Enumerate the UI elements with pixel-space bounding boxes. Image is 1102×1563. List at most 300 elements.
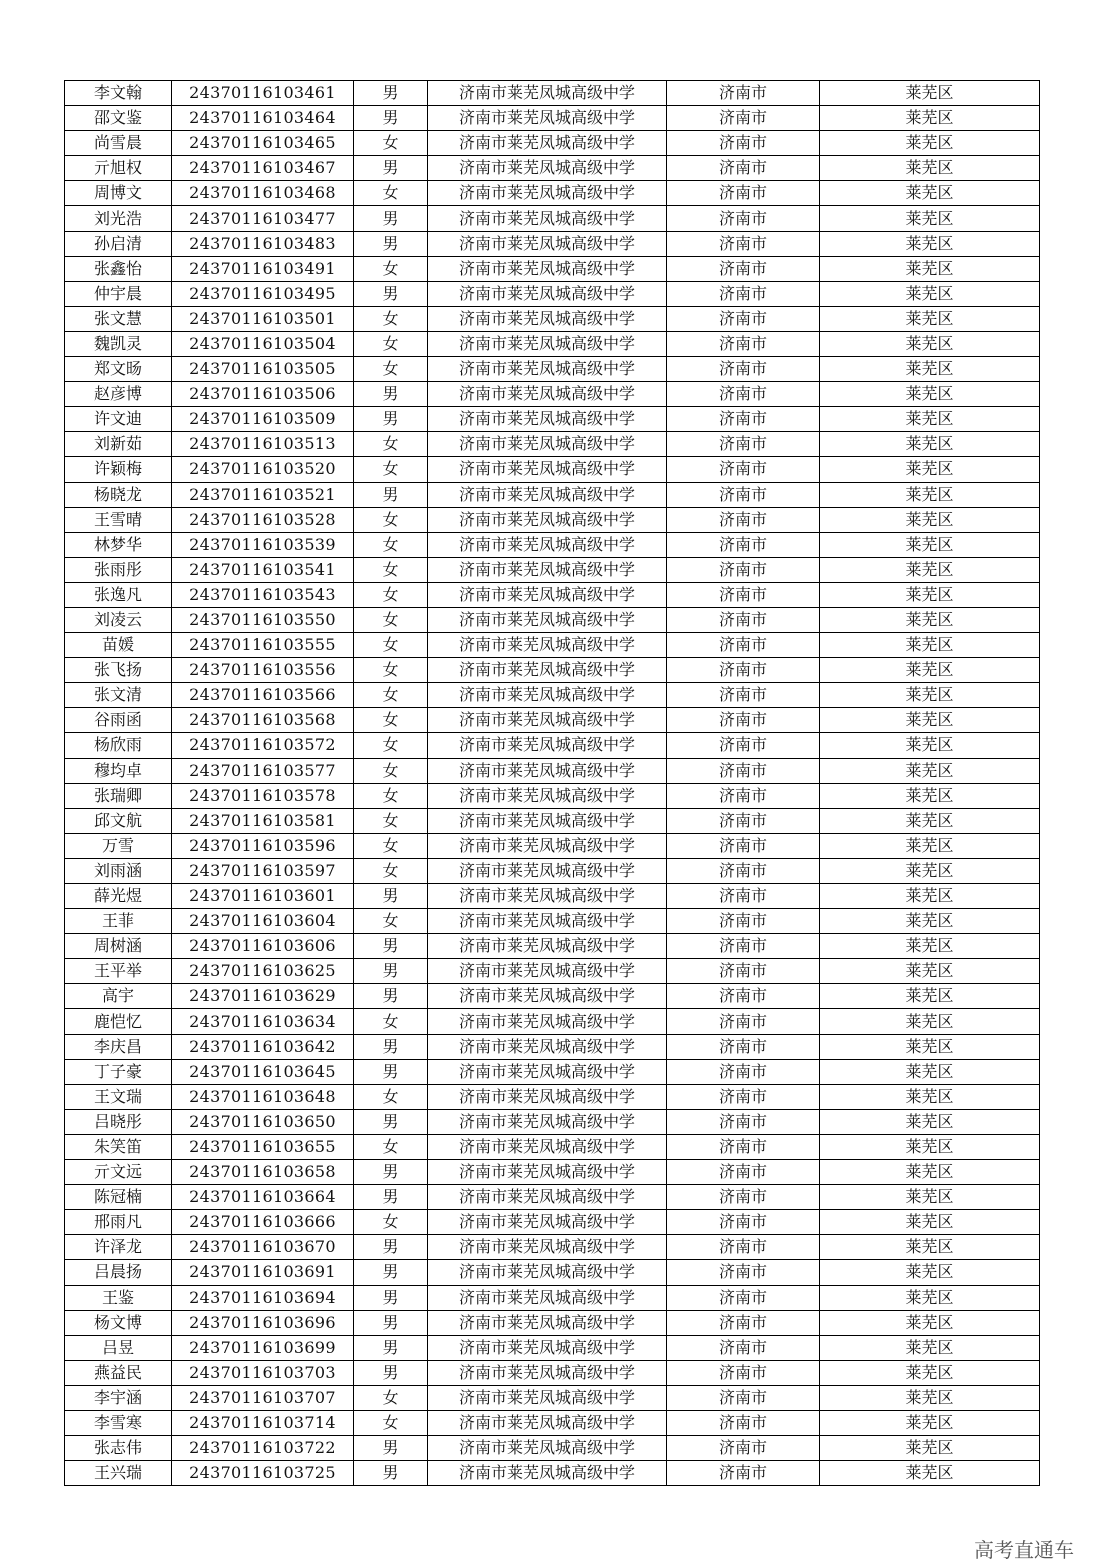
school-cell: 济南市莱芜凤城高级中学 <box>428 281 667 306</box>
city-cell: 济南市 <box>667 783 820 808</box>
gender-cell: 男 <box>354 1285 428 1310</box>
exam-id-cell: 24370116103468 <box>172 181 354 206</box>
table-row <box>65 1260 1040 1285</box>
district-cell: 莱芜区 <box>820 382 1040 407</box>
district-cell: 莱芜区 <box>820 658 1040 683</box>
name-cell: 许文迪 <box>65 407 172 432</box>
gender-cell: 女 <box>354 432 428 457</box>
name-cell: 李雪寒 <box>65 1410 172 1435</box>
city-cell: 济南市 <box>667 1134 820 1159</box>
exam-id-cell: 24370116103491 <box>172 256 354 281</box>
table-body <box>65 81 1040 1486</box>
district-cell: 莱芜区 <box>820 1109 1040 1134</box>
exam-id-cell: 24370116103505 <box>172 357 354 382</box>
table-row <box>65 482 1040 507</box>
name-cell: 亓旭权 <box>65 156 172 181</box>
gender-cell: 女 <box>354 658 428 683</box>
exam-id-cell: 24370116103699 <box>172 1335 354 1360</box>
exam-id-cell: 24370116103495 <box>172 281 354 306</box>
gender-cell: 女 <box>354 256 428 281</box>
school-cell: 济南市莱芜凤城高级中学 <box>428 1310 667 1335</box>
exam-id-cell: 24370116103572 <box>172 733 354 758</box>
district-cell: 莱芜区 <box>820 1310 1040 1335</box>
city-cell: 济南市 <box>667 1385 820 1410</box>
district-cell: 莱芜区 <box>820 1160 1040 1185</box>
gender-cell: 女 <box>354 1385 428 1410</box>
table-row <box>65 382 1040 407</box>
table-row <box>65 1410 1040 1435</box>
table-row <box>65 984 1040 1009</box>
district-cell: 莱芜区 <box>820 733 1040 758</box>
city-cell: 济南市 <box>667 1285 820 1310</box>
name-cell: 林梦华 <box>65 532 172 557</box>
name-cell: 张雨彤 <box>65 557 172 582</box>
district-cell: 莱芜区 <box>820 959 1040 984</box>
school-cell: 济南市莱芜凤城高级中学 <box>428 181 667 206</box>
gender-cell: 男 <box>354 1335 428 1360</box>
exam-id-cell: 24370116103666 <box>172 1210 354 1235</box>
student-list-table <box>64 80 1040 1486</box>
table-row <box>65 1084 1040 1109</box>
school-cell: 济南市莱芜凤城高级中学 <box>428 81 667 106</box>
school-cell: 济南市莱芜凤城高级中学 <box>428 984 667 1009</box>
table-row <box>65 156 1040 181</box>
school-cell: 济南市莱芜凤城高级中学 <box>428 457 667 482</box>
table-row <box>65 532 1040 557</box>
gender-cell: 男 <box>354 407 428 432</box>
table-row <box>65 1134 1040 1159</box>
exam-id-cell: 24370116103722 <box>172 1436 354 1461</box>
exam-id-cell: 24370116103464 <box>172 106 354 131</box>
school-cell: 济南市莱芜凤城高级中学 <box>428 357 667 382</box>
exam-id-cell: 24370116103550 <box>172 607 354 632</box>
exam-id-cell: 24370116103513 <box>172 432 354 457</box>
exam-id-cell: 24370116103528 <box>172 507 354 532</box>
gender-cell: 男 <box>354 1461 428 1486</box>
table-row <box>65 1360 1040 1385</box>
name-cell: 刘雨涵 <box>65 858 172 883</box>
city-cell: 济南市 <box>667 131 820 156</box>
gender-cell: 男 <box>354 1310 428 1335</box>
table-row <box>65 1160 1040 1185</box>
gender-cell: 女 <box>354 181 428 206</box>
city-cell: 济南市 <box>667 557 820 582</box>
gender-cell: 女 <box>354 1210 428 1235</box>
exam-id-cell: 24370116103694 <box>172 1285 354 1310</box>
table-row <box>65 582 1040 607</box>
exam-id-cell: 24370116103670 <box>172 1235 354 1260</box>
district-cell: 莱芜区 <box>820 633 1040 658</box>
table-row <box>65 1009 1040 1034</box>
exam-id-cell: 24370116103541 <box>172 557 354 582</box>
name-cell: 苗媛 <box>65 633 172 658</box>
gender-cell: 女 <box>354 758 428 783</box>
school-cell: 济南市莱芜凤城高级中学 <box>428 557 667 582</box>
school-cell: 济南市莱芜凤城高级中学 <box>428 607 667 632</box>
exam-id-cell: 24370116103664 <box>172 1185 354 1210</box>
city-cell: 济南市 <box>667 1260 820 1285</box>
school-cell: 济南市莱芜凤城高级中学 <box>428 959 667 984</box>
name-cell: 邵文鉴 <box>65 106 172 131</box>
name-cell: 周树涵 <box>65 934 172 959</box>
exam-id-cell: 24370116103696 <box>172 1310 354 1335</box>
district-cell: 莱芜区 <box>820 231 1040 256</box>
school-cell: 济南市莱芜凤城高级中学 <box>428 306 667 331</box>
city-cell: 济南市 <box>667 808 820 833</box>
city-cell: 济南市 <box>667 457 820 482</box>
district-cell: 莱芜区 <box>820 708 1040 733</box>
city-cell: 济南市 <box>667 658 820 683</box>
school-cell: 济南市莱芜凤城高级中学 <box>428 532 667 557</box>
district-cell: 莱芜区 <box>820 683 1040 708</box>
district-cell: 莱芜区 <box>820 331 1040 356</box>
school-cell: 济南市莱芜凤城高级中学 <box>428 858 667 883</box>
city-cell: 济南市 <box>667 1235 820 1260</box>
name-cell: 王兴瑞 <box>65 1461 172 1486</box>
city-cell: 济南市 <box>667 858 820 883</box>
city-cell: 济南市 <box>667 181 820 206</box>
gender-cell: 女 <box>354 1084 428 1109</box>
exam-id-cell: 24370116103703 <box>172 1360 354 1385</box>
gender-cell: 男 <box>354 1260 428 1285</box>
district-cell: 莱芜区 <box>820 884 1040 909</box>
table-row <box>65 231 1040 256</box>
city-cell: 济南市 <box>667 432 820 457</box>
district-cell: 莱芜区 <box>820 357 1040 382</box>
gender-cell: 男 <box>354 1034 428 1059</box>
district-cell: 莱芜区 <box>820 256 1040 281</box>
gender-cell: 男 <box>354 959 428 984</box>
school-cell: 济南市莱芜凤城高级中学 <box>428 658 667 683</box>
school-cell: 济南市莱芜凤城高级中学 <box>428 1084 667 1109</box>
school-cell: 济南市莱芜凤城高级中学 <box>428 1059 667 1084</box>
name-cell: 张鑫怡 <box>65 256 172 281</box>
school-cell: 济南市莱芜凤城高级中学 <box>428 231 667 256</box>
school-cell: 济南市莱芜凤城高级中学 <box>428 783 667 808</box>
name-cell: 郑文旸 <box>65 357 172 382</box>
exam-id-cell: 24370116103578 <box>172 783 354 808</box>
city-cell: 济南市 <box>667 582 820 607</box>
table-row <box>65 633 1040 658</box>
city-cell: 济南市 <box>667 934 820 959</box>
school-cell: 济南市莱芜凤城高级中学 <box>428 708 667 733</box>
school-cell: 济南市莱芜凤城高级中学 <box>428 1009 667 1034</box>
gender-cell: 男 <box>354 884 428 909</box>
name-cell: 仲宇晨 <box>65 281 172 306</box>
city-cell: 济南市 <box>667 1410 820 1435</box>
table-row <box>65 783 1040 808</box>
name-cell: 王雪晴 <box>65 507 172 532</box>
table-row <box>65 357 1040 382</box>
exam-id-cell: 24370116103543 <box>172 582 354 607</box>
city-cell: 济南市 <box>667 1009 820 1034</box>
city-cell: 济南市 <box>667 256 820 281</box>
city-cell: 济南市 <box>667 1185 820 1210</box>
district-cell: 莱芜区 <box>820 1134 1040 1159</box>
name-cell: 李庆昌 <box>65 1034 172 1059</box>
city-cell: 济南市 <box>667 1335 820 1360</box>
exam-id-cell: 24370116103707 <box>172 1385 354 1410</box>
district-cell: 莱芜区 <box>820 1335 1040 1360</box>
exam-id-cell: 24370116103650 <box>172 1109 354 1134</box>
table-row <box>65 106 1040 131</box>
city-cell: 济南市 <box>667 331 820 356</box>
table-row <box>65 1385 1040 1410</box>
district-cell: 莱芜区 <box>820 858 1040 883</box>
city-cell: 济南市 <box>667 683 820 708</box>
table-row <box>65 708 1040 733</box>
exam-id-cell: 24370116103658 <box>172 1160 354 1185</box>
name-cell: 赵彦博 <box>65 382 172 407</box>
table-row <box>65 1109 1040 1134</box>
district-cell: 莱芜区 <box>820 758 1040 783</box>
table-row <box>65 758 1040 783</box>
school-cell: 济南市莱芜凤城高级中学 <box>428 1134 667 1159</box>
district-cell: 莱芜区 <box>820 1260 1040 1285</box>
exam-id-cell: 24370116103645 <box>172 1059 354 1084</box>
name-cell: 许颖梅 <box>65 457 172 482</box>
exam-id-cell: 24370116103504 <box>172 331 354 356</box>
name-cell: 张文慧 <box>65 306 172 331</box>
school-cell: 济南市莱芜凤城高级中学 <box>428 156 667 181</box>
school-cell: 济南市莱芜凤城高级中学 <box>428 582 667 607</box>
table-row <box>65 909 1040 934</box>
district-cell: 莱芜区 <box>820 482 1040 507</box>
table-row <box>65 331 1040 356</box>
name-cell: 吕昱 <box>65 1335 172 1360</box>
city-cell: 济南市 <box>667 1084 820 1109</box>
school-cell: 济南市莱芜凤城高级中学 <box>428 1235 667 1260</box>
gender-cell: 女 <box>354 1410 428 1435</box>
gender-cell: 男 <box>354 206 428 231</box>
gender-cell: 女 <box>354 607 428 632</box>
exam-id-cell: 24370116103606 <box>172 934 354 959</box>
city-cell: 济南市 <box>667 1436 820 1461</box>
district-cell: 莱芜区 <box>820 607 1040 632</box>
gender-cell: 女 <box>354 808 428 833</box>
exam-id-cell: 24370116103566 <box>172 683 354 708</box>
name-cell: 谷雨函 <box>65 708 172 733</box>
district-cell: 莱芜区 <box>820 1210 1040 1235</box>
table-row <box>65 1461 1040 1486</box>
school-cell: 济南市莱芜凤城高级中学 <box>428 507 667 532</box>
school-cell: 济南市莱芜凤城高级中学 <box>428 1285 667 1310</box>
district-cell: 莱芜区 <box>820 407 1040 432</box>
city-cell: 济南市 <box>667 1034 820 1059</box>
exam-id-cell: 24370116103555 <box>172 633 354 658</box>
city-cell: 济南市 <box>667 206 820 231</box>
school-cell: 济南市莱芜凤城高级中学 <box>428 256 667 281</box>
city-cell: 济南市 <box>667 984 820 1009</box>
city-cell: 济南市 <box>667 1360 820 1385</box>
district-cell: 莱芜区 <box>820 1436 1040 1461</box>
table-row <box>65 432 1040 457</box>
name-cell: 刘凌云 <box>65 607 172 632</box>
table-row <box>65 407 1040 432</box>
exam-id-cell: 24370116103483 <box>172 231 354 256</box>
gender-cell: 女 <box>354 331 428 356</box>
district-cell: 莱芜区 <box>820 532 1040 557</box>
name-cell: 吕晨扬 <box>65 1260 172 1285</box>
name-cell: 王文瑞 <box>65 1084 172 1109</box>
name-cell: 魏凯灵 <box>65 331 172 356</box>
city-cell: 济南市 <box>667 281 820 306</box>
exam-id-cell: 24370116103461 <box>172 81 354 106</box>
exam-id-cell: 24370116103577 <box>172 758 354 783</box>
school-cell: 济南市莱芜凤城高级中学 <box>428 1436 667 1461</box>
school-cell: 济南市莱芜凤城高级中学 <box>428 633 667 658</box>
district-cell: 莱芜区 <box>820 1185 1040 1210</box>
name-cell: 杨欣雨 <box>65 733 172 758</box>
name-cell: 吕晓彤 <box>65 1109 172 1134</box>
school-cell: 济南市莱芜凤城高级中学 <box>428 1185 667 1210</box>
watermark-text: 高考直通车 <box>974 1538 1074 1562</box>
city-cell: 济南市 <box>667 1160 820 1185</box>
district-cell: 莱芜区 <box>820 984 1040 1009</box>
name-cell: 张文清 <box>65 683 172 708</box>
name-cell: 李宇涵 <box>65 1385 172 1410</box>
gender-cell: 男 <box>354 1436 428 1461</box>
table-row <box>65 1436 1040 1461</box>
table-row <box>65 683 1040 708</box>
district-cell: 莱芜区 <box>820 833 1040 858</box>
table-row <box>65 1210 1040 1235</box>
district-cell: 莱芜区 <box>820 1034 1040 1059</box>
exam-id-cell: 24370116103506 <box>172 382 354 407</box>
gender-cell: 男 <box>354 281 428 306</box>
district-cell: 莱芜区 <box>820 1360 1040 1385</box>
table-row <box>65 507 1040 532</box>
table-row <box>65 808 1040 833</box>
table-row <box>65 281 1040 306</box>
school-cell: 济南市莱芜凤城高级中学 <box>428 106 667 131</box>
city-cell: 济南市 <box>667 507 820 532</box>
school-cell: 济南市莱芜凤城高级中学 <box>428 934 667 959</box>
table-row <box>65 81 1040 106</box>
city-cell: 济南市 <box>667 306 820 331</box>
name-cell: 亓文远 <box>65 1160 172 1185</box>
name-cell: 尚雪晨 <box>65 131 172 156</box>
table-row <box>65 884 1040 909</box>
school-cell: 济南市莱芜凤城高级中学 <box>428 683 667 708</box>
school-cell: 济南市莱芜凤城高级中学 <box>428 1360 667 1385</box>
city-cell: 济南市 <box>667 357 820 382</box>
district-cell: 莱芜区 <box>820 206 1040 231</box>
school-cell: 济南市莱芜凤城高级中学 <box>428 131 667 156</box>
name-cell: 朱笑笛 <box>65 1134 172 1159</box>
gender-cell: 女 <box>354 783 428 808</box>
table-row <box>65 1335 1040 1360</box>
exam-id-cell: 24370116103655 <box>172 1134 354 1159</box>
gender-cell: 女 <box>354 507 428 532</box>
table-row <box>65 1059 1040 1084</box>
exam-id-cell: 24370116103521 <box>172 482 354 507</box>
city-cell: 济南市 <box>667 106 820 131</box>
table-row <box>65 658 1040 683</box>
gender-cell: 女 <box>354 708 428 733</box>
district-cell: 莱芜区 <box>820 507 1040 532</box>
gender-cell: 女 <box>354 306 428 331</box>
gender-cell: 男 <box>354 156 428 181</box>
name-cell: 万雪 <box>65 833 172 858</box>
district-cell: 莱芜区 <box>820 934 1040 959</box>
name-cell: 邱文航 <box>65 808 172 833</box>
gender-cell: 女 <box>354 683 428 708</box>
gender-cell: 男 <box>354 382 428 407</box>
city-cell: 济南市 <box>667 1210 820 1235</box>
city-cell: 济南市 <box>667 1059 820 1084</box>
city-cell: 济南市 <box>667 231 820 256</box>
name-cell: 杨晓龙 <box>65 482 172 507</box>
gender-cell: 男 <box>354 231 428 256</box>
gender-cell: 女 <box>354 131 428 156</box>
name-cell: 张志伟 <box>65 1436 172 1461</box>
exam-id-cell: 24370116103539 <box>172 532 354 557</box>
school-cell: 济南市莱芜凤城高级中学 <box>428 206 667 231</box>
city-cell: 济南市 <box>667 382 820 407</box>
exam-id-cell: 24370116103556 <box>172 658 354 683</box>
exam-id-cell: 24370116103601 <box>172 884 354 909</box>
district-cell: 莱芜区 <box>820 1059 1040 1084</box>
gender-cell: 女 <box>354 1009 428 1034</box>
city-cell: 济南市 <box>667 884 820 909</box>
district-cell: 莱芜区 <box>820 1461 1040 1486</box>
gender-cell: 女 <box>354 532 428 557</box>
district-cell: 莱芜区 <box>820 457 1040 482</box>
table-row <box>65 934 1040 959</box>
city-cell: 济南市 <box>667 733 820 758</box>
school-cell: 济南市莱芜凤城高级中学 <box>428 1034 667 1059</box>
table-row <box>65 858 1040 883</box>
city-cell: 济南市 <box>667 959 820 984</box>
school-cell: 济南市莱芜凤城高级中学 <box>428 407 667 432</box>
district-cell: 莱芜区 <box>820 1410 1040 1435</box>
district-cell: 莱芜区 <box>820 1009 1040 1034</box>
exam-id-cell: 24370116103725 <box>172 1461 354 1486</box>
exam-id-cell: 24370116103714 <box>172 1410 354 1435</box>
school-cell: 济南市莱芜凤城高级中学 <box>428 909 667 934</box>
gender-cell: 男 <box>354 106 428 131</box>
district-cell: 莱芜区 <box>820 432 1040 457</box>
district-cell: 莱芜区 <box>820 156 1040 181</box>
school-cell: 济南市莱芜凤城高级中学 <box>428 1335 667 1360</box>
district-cell: 莱芜区 <box>820 1385 1040 1410</box>
gender-cell: 男 <box>354 1185 428 1210</box>
school-cell: 济南市莱芜凤城高级中学 <box>428 382 667 407</box>
gender-cell: 男 <box>354 1235 428 1260</box>
gender-cell: 女 <box>354 833 428 858</box>
school-cell: 济南市莱芜凤城高级中学 <box>428 482 667 507</box>
gender-cell: 女 <box>354 557 428 582</box>
exam-id-cell: 24370116103581 <box>172 808 354 833</box>
school-cell: 济南市莱芜凤城高级中学 <box>428 1385 667 1410</box>
table-row <box>65 256 1040 281</box>
exam-id-cell: 24370116103520 <box>172 457 354 482</box>
exam-id-cell: 24370116103642 <box>172 1034 354 1059</box>
gender-cell: 男 <box>354 984 428 1009</box>
name-cell: 张逸凡 <box>65 582 172 607</box>
district-cell: 莱芜区 <box>820 106 1040 131</box>
exam-id-cell: 24370116103568 <box>172 708 354 733</box>
name-cell: 孙启清 <box>65 231 172 256</box>
exam-id-cell: 24370116103509 <box>172 407 354 432</box>
district-cell: 莱芜区 <box>820 909 1040 934</box>
gender-cell: 女 <box>354 1134 428 1159</box>
table-row <box>65 833 1040 858</box>
school-cell: 济南市莱芜凤城高级中学 <box>428 758 667 783</box>
exam-id-cell: 24370116103625 <box>172 959 354 984</box>
gender-cell: 男 <box>354 1360 428 1385</box>
